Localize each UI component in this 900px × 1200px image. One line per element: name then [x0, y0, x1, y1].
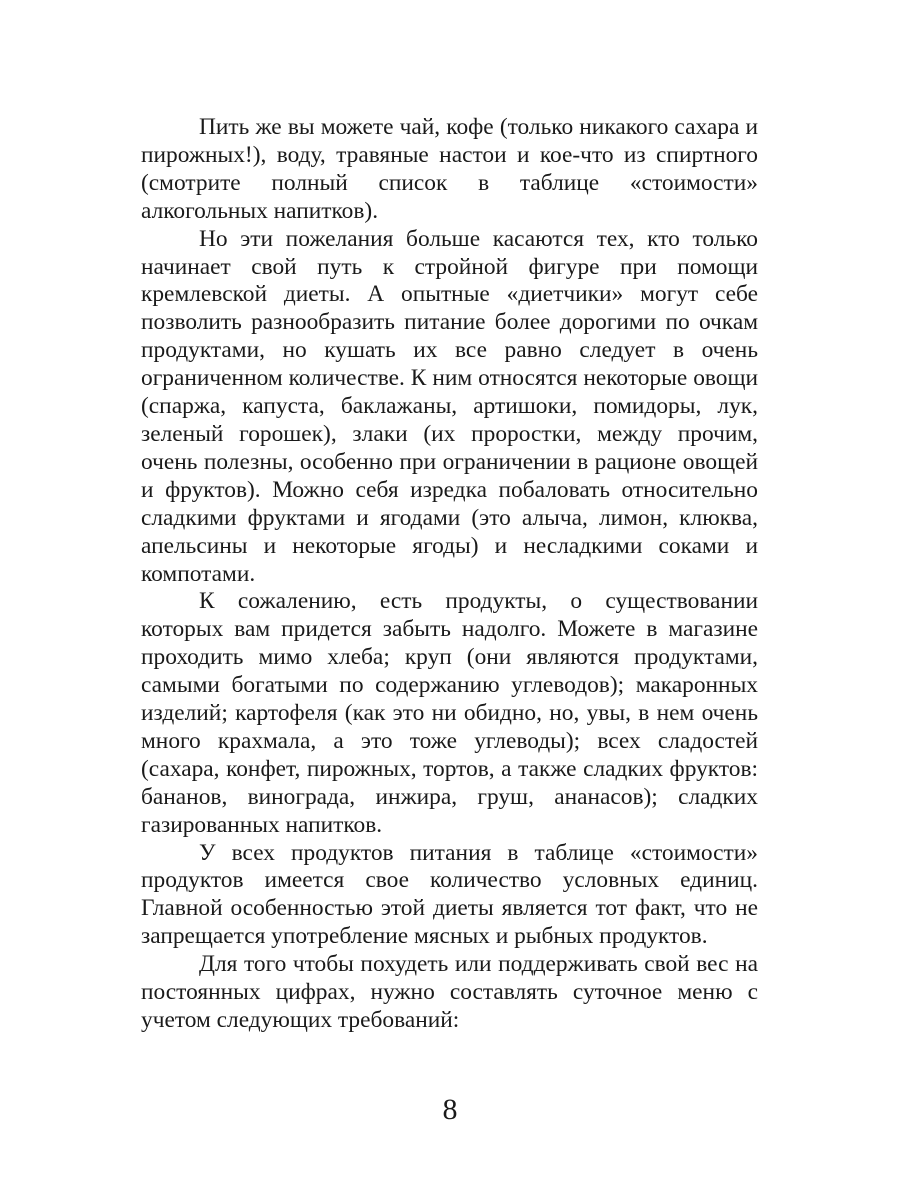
page-number: 8 [442, 1093, 458, 1126]
paragraph-3: К сожалению, есть продукты, о существовании которых вам придется забыть надолго. Можете в магазине проходить мимо хлеба; круп (они являются продуктами, самыми богатыми по содержанию углеводов); макаронных изделий; картофеля (как это ни обидно, но, увы, в нем очень много крахмала, а это тоже углеводы); всех сладостей (сахара, конфет, пирожных, тортов, а также сладких фруктов: бананов, винограда, инжира, груш, ананасов); сладких газированных напитков. [141, 588, 758, 838]
paragraph-2: Но эти пожелания больше касаются тех, кто только начинает свой путь к стройной фигуре при помощи кремлевской диеты. А опытные «диетчики» могут себе позволить разнообразить питание более дорогими по очкам продуктами, но кушать их все равно следует в очень ограниченном количестве. К ним относятся некоторые овощи (спаржа, капуста, баклажаны, артишоки, помидоры, лук, зеленый горошек), злаки (их проростки, между прочим, очень полезны, особенно при ограничении в рационе овощей и фруктов). Можно себя изредка побаловать относительно сладкими фруктами и ягодами (это алыча, лимон, клюква, апельсины и некоторые ягоды) и несладкими соками и компотами. [141, 225, 758, 587]
body-text [141, 114, 758, 1035]
paragraph-4: У всех продуктов питания в таблице «стоимости» продуктов имеется свое количество условных единиц. Главной особенностью этой диеты является тот факт, что не запрещается употребление мясных и рыбных продуктов. [141, 839, 758, 950]
paragraph-1: Пить же вы можете чай, кофе (только никакого сахара и пирожных!), воду, травяные настои и кое-что из спиртного (смотрите полный список в таблице «стоимости» алкогольных напитков). [141, 114, 758, 224]
paragraph-5: Для того чтобы похудеть или поддерживать свой вес на постоянных цифрах, нужно составлять суточное меню с учетом следующих требований: [141, 951, 758, 1033]
